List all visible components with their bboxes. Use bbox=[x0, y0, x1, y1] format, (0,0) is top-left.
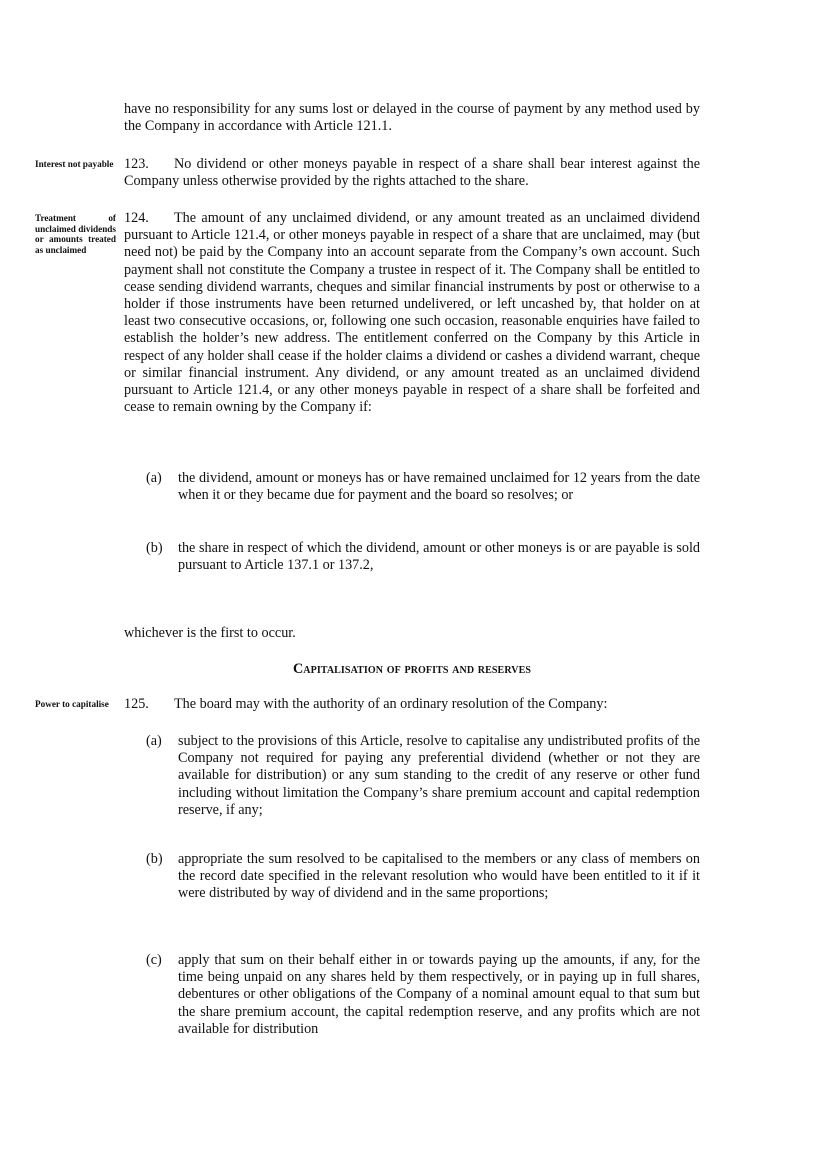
list-text: apply that sum on their behalf either in or towards paying up the amounts, if any, for the time being unpaid on any shares held by them respectively, or in paying up in full shares, debentures or other obligations of the Company of a nominal amount equal to that sum but the share premium account, the capital redemption reserve, and any profits which are not available for distribution bbox=[178, 952, 700, 1037]
list-item bbox=[146, 470, 700, 504]
article-number: 123. bbox=[124, 156, 149, 172]
list-label: (a) bbox=[146, 733, 162, 749]
article-text: No dividend or other moneys payable in respect of a share shall bear interest against the Company unless otherwise provided by the rights attached to the share. bbox=[124, 156, 700, 190]
margin-note-capitalise: Power to capitalise bbox=[35, 699, 109, 709]
paragraph-text: have no responsibility for any sums lost or delayed in the course of payment by any method used by the Company in accordance with Article 121.1. bbox=[124, 101, 700, 135]
margin-note-interest: Interest not payable bbox=[35, 159, 114, 169]
closing-line: whichever is the first to occur. bbox=[124, 625, 296, 641]
article-number: 125. bbox=[124, 696, 149, 712]
list-item bbox=[146, 851, 700, 903]
list-text: subject to the provisions of this Article, resolve to capitalise any undistributed profits of the Company not required for paying any preferential dividend (whether or not they are available for distribution) or any sum standing to the credit of any reserve or other fund including without limitation the Company’s share premium account and capital redemption reserve, if any; bbox=[178, 733, 700, 818]
section-heading: Capitalisation of profits and reserves bbox=[292, 661, 532, 677]
article-text: The board may with the authority of an ordinary resolution of the Company: bbox=[174, 696, 608, 712]
article-125 bbox=[124, 696, 700, 713]
article-123 bbox=[124, 156, 700, 190]
list-text: appropriate the sum resolved to be capitalised to the members or any class of members on the record date specified in the relevant resolution who would have been entitled to it if it were distributed by way of dividend and in the same proportions; bbox=[178, 851, 700, 902]
list-label: (c) bbox=[146, 952, 162, 968]
list-item bbox=[146, 733, 700, 819]
list-label: (b) bbox=[146, 851, 163, 867]
list-text: the share in respect of which the dividend, amount or other moneys is or are payable is sold pursuant to Article 137.1 or 137.2, bbox=[178, 540, 700, 574]
list-item bbox=[146, 540, 700, 574]
list-text: the dividend, amount or moneys has or have remained unclaimed for 12 years from the date when it or they became due for payment and the board so resolves; or bbox=[178, 470, 700, 504]
list-label: (a) bbox=[146, 470, 162, 486]
article-text: The amount of any unclaimed dividend, or any amount treated as an unclaimed dividend pursuant to Article 121.4, or other moneys payable in respect of a share that are unclaimed, may (but need not) be paid by the Company into an account separate from the Company’s own account. Such payment shall not constitute the Company a trustee in respect of it. The Company shall be entitled to cease sending dividend warrants, cheques and similar financial instruments by post or otherwise to a holder if those instruments have been returned undelivered, or left uncashed by, that holder on at least two consecutive occasions, or, following one such occasion, reasonable enquiries have failed to establish the holder’s new address. The entitlement conferred on the Company by this Article in respect of any holder shall cease if the holder claims a dividend or cashes a dividend warrant, cheque or similar financial instrument. Any dividend, or any amount treated as an unclaimed dividend pursuant to Article 121.4, or any other moneys payable in respect of a share shall be forfeited and cease to remain owning by the Company if: bbox=[124, 210, 700, 416]
list-label: (b) bbox=[146, 540, 163, 556]
continued-paragraph bbox=[124, 101, 700, 135]
margin-note-unclaimed: Treatment of unclaimed dividends or amounts treated as unclaimed bbox=[35, 213, 116, 255]
article-124 bbox=[124, 210, 700, 416]
article-number: 124. bbox=[124, 210, 149, 226]
list-item bbox=[146, 952, 700, 1038]
